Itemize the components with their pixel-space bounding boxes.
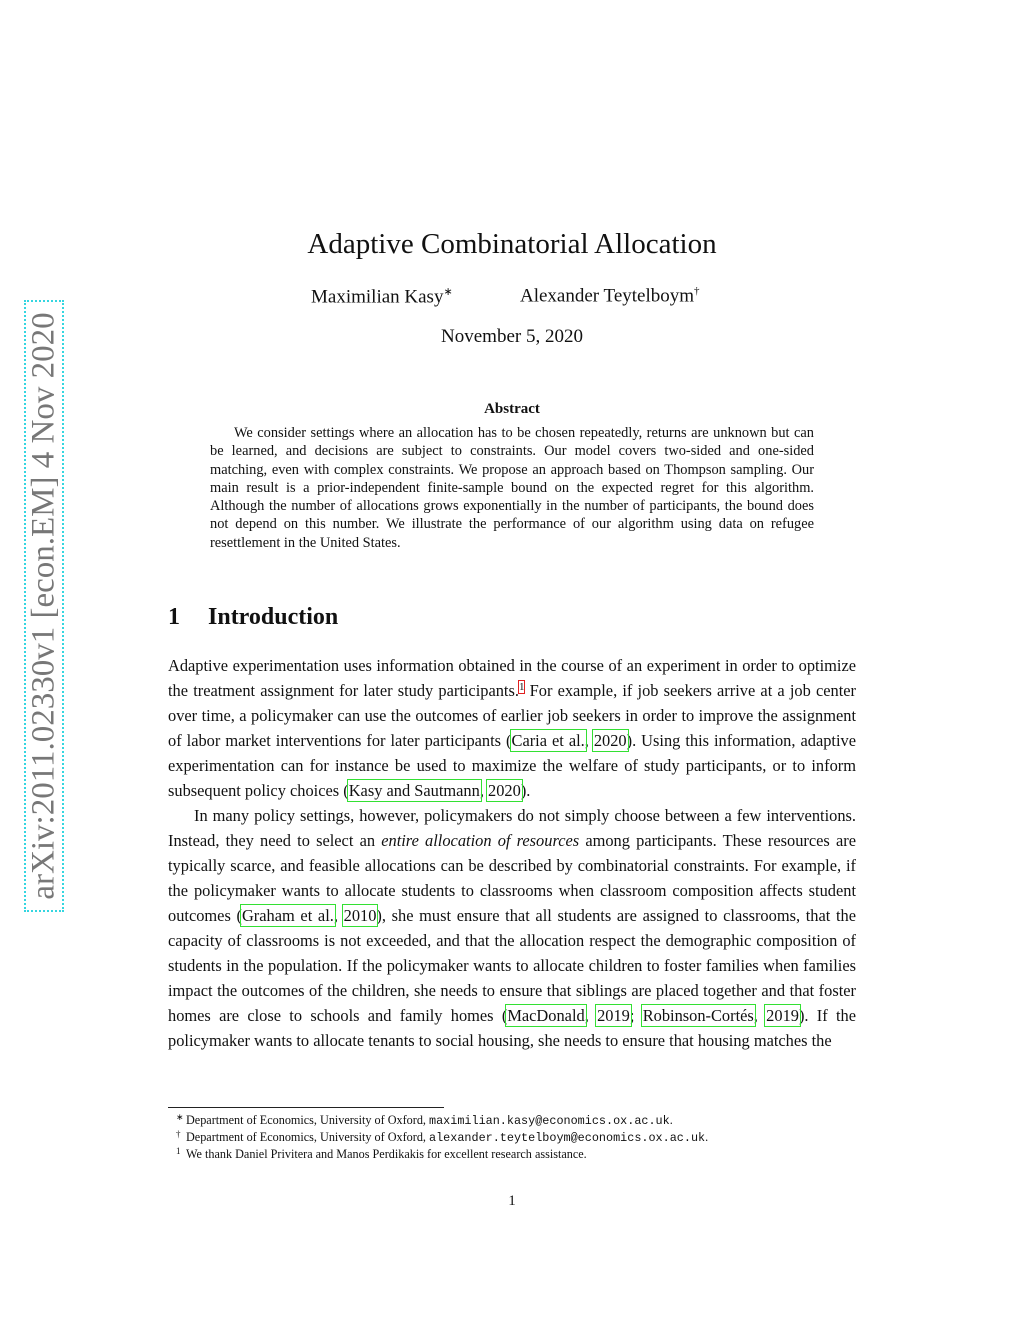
paper-date: November 5, 2020	[441, 326, 583, 347]
citation-link[interactable]: Caria et al.	[511, 731, 585, 750]
citation-link[interactable]: 2019	[766, 1006, 799, 1025]
footnote-text: Department of Economics, University of Oxford,	[186, 1130, 430, 1144]
section-heading	[168, 604, 338, 631]
citation-link[interactable]: Graham et al.	[241, 906, 334, 925]
arxiv-id: arXiv:2011.02330v1 [econ.EM] 4 Nov 2020	[25, 312, 62, 900]
author-2	[520, 285, 700, 307]
footnote-mark: 1	[176, 1146, 181, 1156]
paragraph	[168, 653, 856, 803]
abstract-heading: Abstract	[484, 401, 540, 417]
text: .	[705, 1130, 709, 1144]
author-mark: †	[694, 285, 700, 297]
citation-link[interactable]: Kasy and Sautmann	[348, 781, 480, 800]
footnote-text: Department of Economics, University of Oxford,	[186, 1113, 430, 1127]
text: ).	[520, 781, 531, 800]
author-name: Maximilian Kasy	[311, 286, 444, 308]
email-link[interactable]: alexander.teytelboym@economics.ox.ac.uk	[429, 1131, 706, 1145]
author-mark: ∗	[443, 286, 453, 298]
footnote-mark: †	[176, 1129, 181, 1139]
text: ,	[479, 781, 489, 800]
citation-link[interactable]: 2019	[597, 1006, 630, 1025]
footnote-rule	[168, 1107, 444, 1108]
citation-link[interactable]: MacDonald	[507, 1006, 585, 1025]
text: Adaptive experimentation uses information obtained in the course of an experiment in order to optimize the treatment assignment for later study participants.	[168, 656, 856, 700]
footnote-text: We thank Daniel Privitera and Manos Perdikakis for excellent research assistance.	[186, 1147, 587, 1161]
footnote	[168, 1146, 856, 1163]
footnote-mark: ∗	[176, 1112, 184, 1122]
paragraph	[168, 803, 856, 1053]
footnotes	[168, 1112, 856, 1163]
abstract-text: We consider settings where an allocation has to be chosen repeatedly, returns are unknown but can be learned, and decisions are subject to constraints. Our model covers two-sided and one-sided matching, even with complex constraints. We propose an approach based on Thompson sampling. Our main result is a prior-independent finite-sample bound on the expected regret for this algorithm. Although the number of allocations grows exponentially in the number of participants, the bound does not depend on this number. We illustrate the performance of our algorithm using data on refugee resettlement in the United States.	[210, 425, 814, 551]
footnote-link[interactable]: 1	[518, 680, 525, 693]
text: For example, if job seekers arrive at a job center over time, a policymaker can use the outcomes of earlier job seekers in order to improve the assignment of labor market interventions for later participants (	[168, 681, 856, 750]
text: among participants. These resources are typically scarce, and feasible allocations can be described by combinatorial constraints. For example, if the policymaker wants to allocate students to classrooms when classroom composition affects student outcomes (	[168, 831, 856, 925]
text: ;	[629, 1006, 643, 1025]
text: ,	[584, 731, 594, 750]
author-name: Alexander Teytelboym	[520, 285, 695, 307]
text: .	[669, 1113, 673, 1127]
citation-link[interactable]: Robinson-Cortés	[642, 1006, 754, 1025]
text: ). If the policymaker wants to allocate tenants to social housing, she needs to ensure that housing matches the	[168, 1006, 856, 1050]
text: ,	[584, 1006, 598, 1025]
arxiv-stamp[interactable]	[24, 300, 64, 912]
footnote	[168, 1129, 856, 1146]
text: ). Using this information, adaptive experimentation can for instance be used to maximize the welfare of study participants, or to inform subsequent policy choices (	[168, 731, 856, 800]
author-1	[311, 285, 453, 308]
email-link[interactable]: maximilian.kasy@economics.ox.ac.uk	[429, 1114, 670, 1128]
citation-link[interactable]: 2010	[343, 906, 377, 925]
paper-title: Adaptive Combinatorial Allocation	[307, 228, 717, 260]
emphasis: entire allocation of resources	[381, 831, 580, 850]
footnote	[168, 1112, 856, 1129]
text: ,	[333, 906, 344, 925]
text: ), she must ensure that all students are assigned to classrooms, that the capacity of classrooms is not exceeded, and that the allocation respect the demographic composition of students in the population. If the policymaker wants to allocate children to foster families when families impact the outcomes of the children, she needs to ensure that siblings are placed together and that foster homes are close to schools and family homes (	[168, 906, 856, 1025]
section-number: 1	[168, 604, 180, 630]
body-text	[168, 653, 856, 1053]
citation-link[interactable]: 2020	[488, 781, 521, 800]
section-title: Introduction	[208, 604, 339, 630]
citation-link[interactable]: 2020	[593, 731, 627, 750]
text: In many policy settings, however, policymakers do not simply choose between a few interventions. Instead, they need to select an	[168, 806, 856, 850]
text: ,	[753, 1006, 767, 1025]
page-number: 1	[508, 1193, 516, 1209]
